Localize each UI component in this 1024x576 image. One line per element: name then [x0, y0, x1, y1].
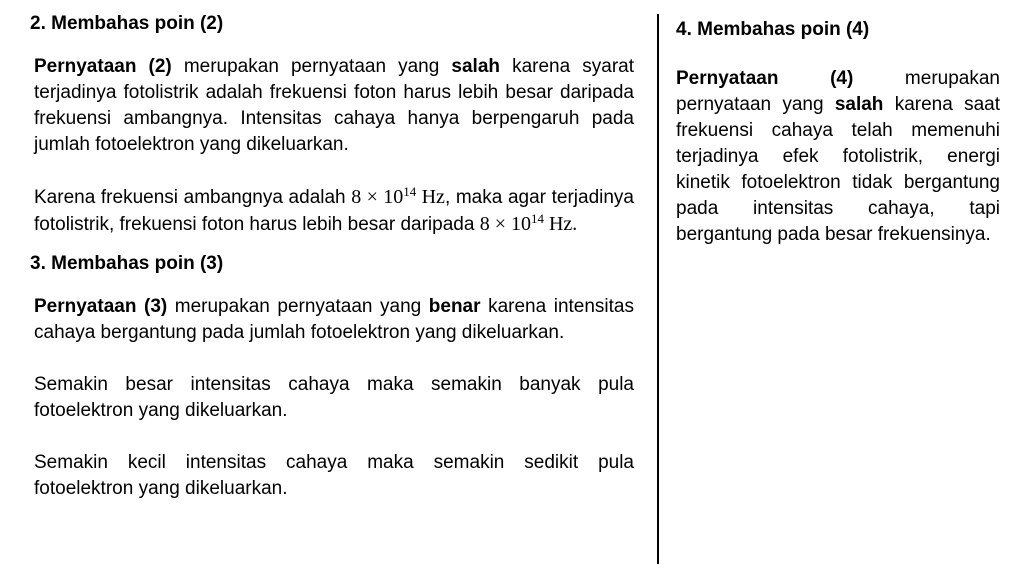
poin-3-paragraph-2: Semakin besar intensitas cahaya maka semakin banyak pula fotoelektron yang dikeluarkan.	[34, 374, 634, 421]
math-expression-threshold-frequency: $8 \times 10^{14}$ Hz	[351, 184, 445, 208]
poin-4-paragraph-1: Pernyataan (4) merupakan pernyataan yang salah karena saat frekuensi cahaya telah memenuhi terjadinya efek fotolistrik, energi kinetik fotoelektron tidak bergantung pada intensitas cahaya, tapi bergantung pada besar frekuensinya.	[676, 68, 1000, 245]
statement-label: Pernyataan (3)	[34, 296, 168, 317]
poin-2-paragraph-2: Karena frekuensi ambangnya adalah $8 \times 10^{14}$ Hz, maka agar terjadinya fotolistrik, frekuensi foton harus lebih besar daripada $8 \times 10^{14}$ Hz.	[34, 184, 634, 235]
section-heading-poin-3: 3. Membahas poin (3)	[30, 253, 224, 274]
statement-label: Pernyataan (4)	[676, 68, 854, 89]
poin-3-paragraph-1: Pernyataan (3) merupakan pernyataan yang benar karena intensitas cahaya bergantung pada jumlah fotoelektron yang dikeluarkan.	[34, 296, 634, 343]
column-divider	[657, 14, 659, 564]
section-heading-poin-2: 2. Membahas poin (2)	[30, 13, 224, 34]
verdict-keyword: salah	[451, 56, 500, 77]
verdict-keyword: benar	[428, 296, 481, 317]
poin-2-paragraph-1: Pernyataan (2) merupakan pernyataan yang salah karena syarat terjadinya fotolistrik adalah frekuensi foton harus lebih besar daripada frekuensi ambangnya. Intensitas cahaya hanya berpengaruh pada jumlah fotoelektron yang dikeluarkan.	[34, 56, 634, 155]
verdict-keyword: salah	[834, 94, 884, 115]
right-column	[676, 18, 1000, 248]
left-column	[30, 12, 634, 502]
poin-3-paragraph-3: Semakin kecil intensitas cahaya maka semakin sedikit pula fotoelektron yang dikeluarkan.	[34, 452, 634, 499]
math-expression-threshold-frequency-2: $8 \times 10^{14}$ Hz.	[479, 211, 578, 235]
section-heading-poin-4: 4. Membahas poin (4)	[676, 19, 870, 40]
statement-label: Pernyataan (2)	[34, 56, 172, 77]
